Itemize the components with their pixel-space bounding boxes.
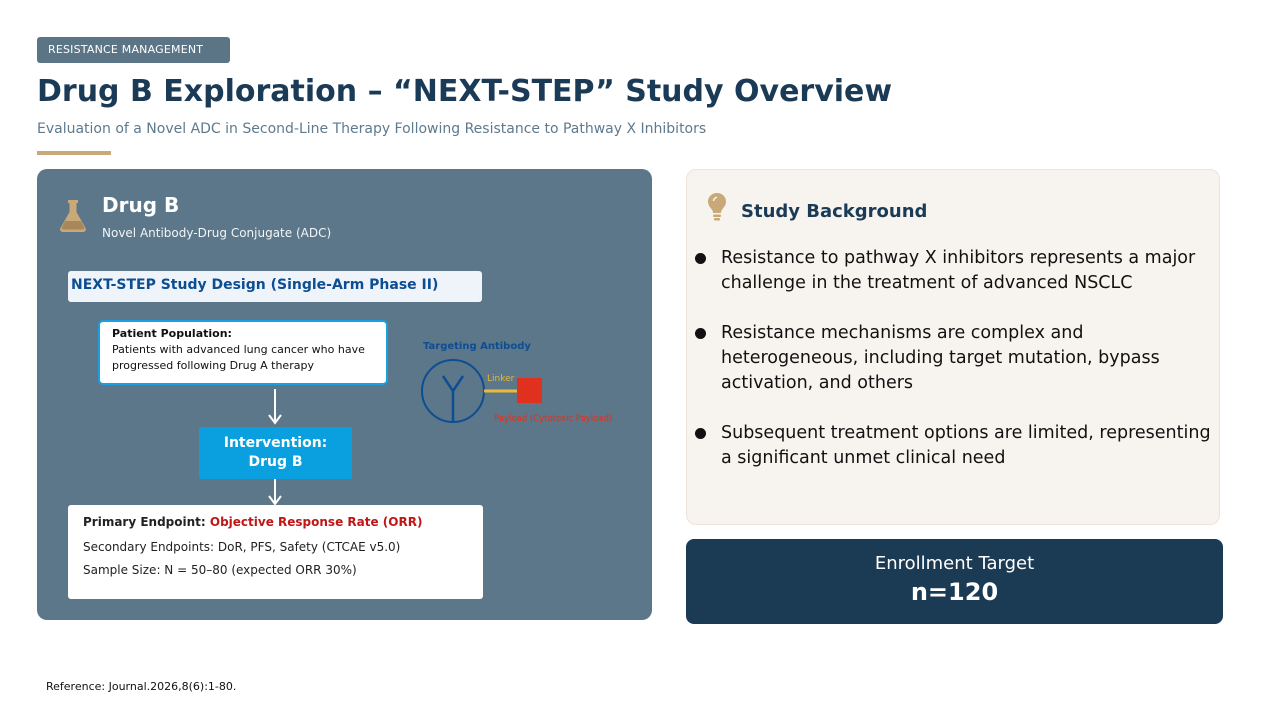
endpoints-box	[68, 505, 483, 599]
adc-structure-diagram	[417, 329, 647, 439]
intervention-drug: Drug B	[248, 454, 303, 470]
accent-divider	[37, 151, 111, 155]
primary-endpoint-value: Objective Response Rate (ORR)	[209, 515, 423, 529]
page-subtitle: Evaluation of a Novel ADC in Second-Line Therapy Following Resistance to Pathway X Inhibitors	[37, 121, 707, 137]
intervention-label: Intervention:	[223, 435, 328, 451]
bullet-text: Resistance mechanisms are complex and heterogeneous, including target mutation, bypass activation, and others	[721, 323, 1160, 393]
bullet-text: Subsequent treatment options are limited, representing a significant unmet clinical need	[721, 423, 1211, 468]
flow-arrow-down-icon	[267, 479, 283, 505]
enrollment-target-card	[686, 539, 1223, 624]
antibody-y-icon	[443, 376, 463, 421]
study-design-title: NEXT-STEP Study Design (Single-Arm Phase II)	[68, 271, 482, 302]
bullet-dot-icon	[695, 253, 706, 264]
enrollment-label: Enrollment Target	[874, 553, 1035, 574]
page-title: Drug B Exploration – “NEXT-STEP” Study Overview	[37, 74, 893, 109]
study-background-panel	[686, 169, 1220, 525]
payload-label: Payload (Cytotoxic Payload)	[494, 414, 613, 424]
list-item	[687, 246, 1221, 296]
secondary-endpoints: Secondary Endpoints: DoR, PFS, Safety (CTCAE v5.0)	[83, 540, 401, 554]
bullet-dot-icon	[695, 428, 706, 439]
enrollment-value: n=120	[910, 578, 999, 606]
primary-endpoint	[83, 515, 468, 529]
patient-population-box	[98, 320, 388, 385]
drug-description: Novel Antibody-Drug Conjugate (ADC)	[102, 226, 332, 240]
linker-label: Linker	[487, 374, 515, 384]
payload-square	[517, 378, 542, 403]
flask-icon	[59, 199, 87, 233]
bullet-text: Resistance to pathway X inhibitors represents a major challenge in the treatment of advanced NSCLC	[721, 248, 1196, 293]
lightbulb-icon	[707, 192, 727, 222]
sample-size: Sample Size: N = 50–80 (expected ORR 30%)	[83, 563, 357, 577]
primary-endpoint-label: Primary Endpoint:	[83, 515, 210, 529]
intervention-box	[199, 427, 352, 479]
section-tag: RESISTANCE MANAGEMENT	[37, 37, 230, 63]
bullet-dot-icon	[695, 328, 706, 339]
background-bullet-list	[687, 246, 1221, 496]
population-label: Patient Population:	[112, 327, 232, 340]
list-item	[687, 321, 1221, 396]
background-title: Study Background	[741, 201, 928, 222]
reference-citation: Reference: Journal.2026,8(6):1-80.	[46, 680, 237, 693]
population-text: Patients with advanced lung cancer who have progressed following Drug A therapy	[112, 343, 365, 372]
antibody-label: Targeting Antibody	[423, 341, 531, 352]
flow-arrow-down-icon	[267, 389, 283, 425]
drug-panel	[37, 169, 652, 620]
list-item	[687, 421, 1221, 471]
drug-name: Drug B	[102, 193, 180, 217]
